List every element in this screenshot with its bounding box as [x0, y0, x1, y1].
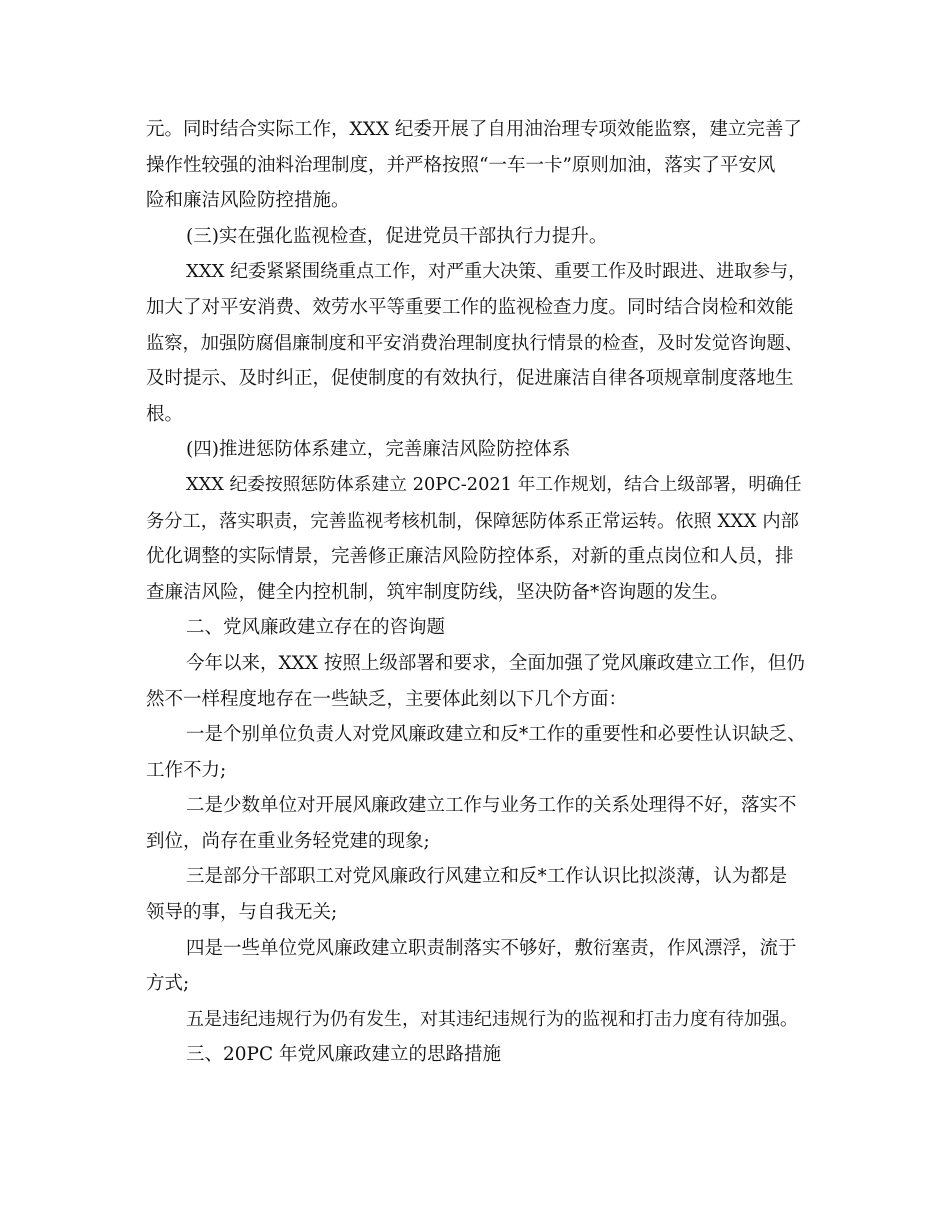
paragraph-line: 监察，加强防腐倡廉制度和平安消费治理制度执行情景的检查，及时发觉咨询题、 — [146, 332, 803, 354]
paragraph-first-line: XXX 纪委紧紧围绕重点工作，对严重大决策、重要工作及时跟进、进取参与， — [186, 261, 807, 283]
paragraph-line: 工作不力; — [146, 759, 227, 781]
paragraph-first-line: 三是部分干部职工对党风廉政行风建立和反*工作认识比拟淡薄，认为都是 — [186, 866, 788, 888]
paragraph-first-line: (三)实在强化监视检查，促进党员干部执行力提升。 — [186, 225, 608, 247]
paragraph-line: 操作性较强的油料治理制度，并严格按照“一车一卡”原则加油，落实了平安风 — [146, 154, 776, 176]
paragraph-first-line: 四是一些单位党风廉政建立职责制落实不够好，敷衍塞责，作风漂浮，流于 — [186, 937, 797, 959]
paragraph-line: 根。 — [146, 403, 184, 425]
paragraph-line: 险和廉洁风险防控措施。 — [146, 190, 350, 212]
paragraph-line: 优化调整的实际情景，完善修正廉洁风险防控体系，对新的重点岗位和人员，排 — [146, 546, 794, 568]
paragraph-first-line: (四)推进惩防体系建立，完善廉洁风险防控体系 — [186, 439, 571, 461]
paragraph-line: 查廉洁风险，健全内控机制，筑牢制度防线，坚决防备*咨询题的发生。 — [146, 581, 729, 603]
paragraph-first-line: XXX 纪委按照惩防体系建立 20PC-2021 年工作规划，结合上级部署，明确任 — [186, 474, 802, 495]
paragraph-first-line: 五是违纪违规行为仍有发生，对其违纪违规行为的监视和打击力度有待加强。 — [186, 1008, 798, 1030]
document-body — [146, 112, 806, 1073]
paragraph-line: 务分工，落实职责，完善监视考核机制，保障惩防体系正常运转。依照 XXX 内部 — [146, 510, 799, 532]
paragraph-first-line: 一是个别单位负责人对党风廉政建立和反*工作的重要性和必要性认识缺乏、 — [186, 724, 806, 746]
paragraph-first-line: 二、党风廉政建立存在的咨询题 — [186, 617, 446, 639]
paragraph-first-line: 二是少数单位对开展风廉政建立工作与业务工作的关系处理得不好，落实不 — [186, 795, 797, 817]
paragraph-line: 及时提示、及时纠正，促使制度的有效执行，促进廉洁自律各项规章制度落地生 — [146, 368, 794, 390]
paragraph-line: 到位，尚存在重业务轻党建的现象; — [146, 830, 430, 852]
paragraph-first-line: 三、20PC 年党风廉政建立的思路措施 — [186, 1044, 502, 1066]
paragraph-line: 然不一样程度地存在一些缺乏，主要体此刻以下几个方面： — [146, 688, 628, 710]
paragraph-line: 加大了对平安消费、效劳水平等重要工作的监视检查力度。同时结合岗检和效能 — [146, 296, 794, 318]
paragraph-line: 元。同时结合实际工作，XXX 纪委开展了自用油治理专项效能监察，建立完善了 — [146, 119, 802, 140]
paragraph-line: 领导的事，与自我无关; — [146, 902, 338, 924]
paragraph-first-line: 今年以来，XXX 按照上级部署和要求，全面加强了党风廉政建立工作，但仍 — [186, 652, 805, 674]
paragraph-line: 方式; — [146, 973, 190, 995]
